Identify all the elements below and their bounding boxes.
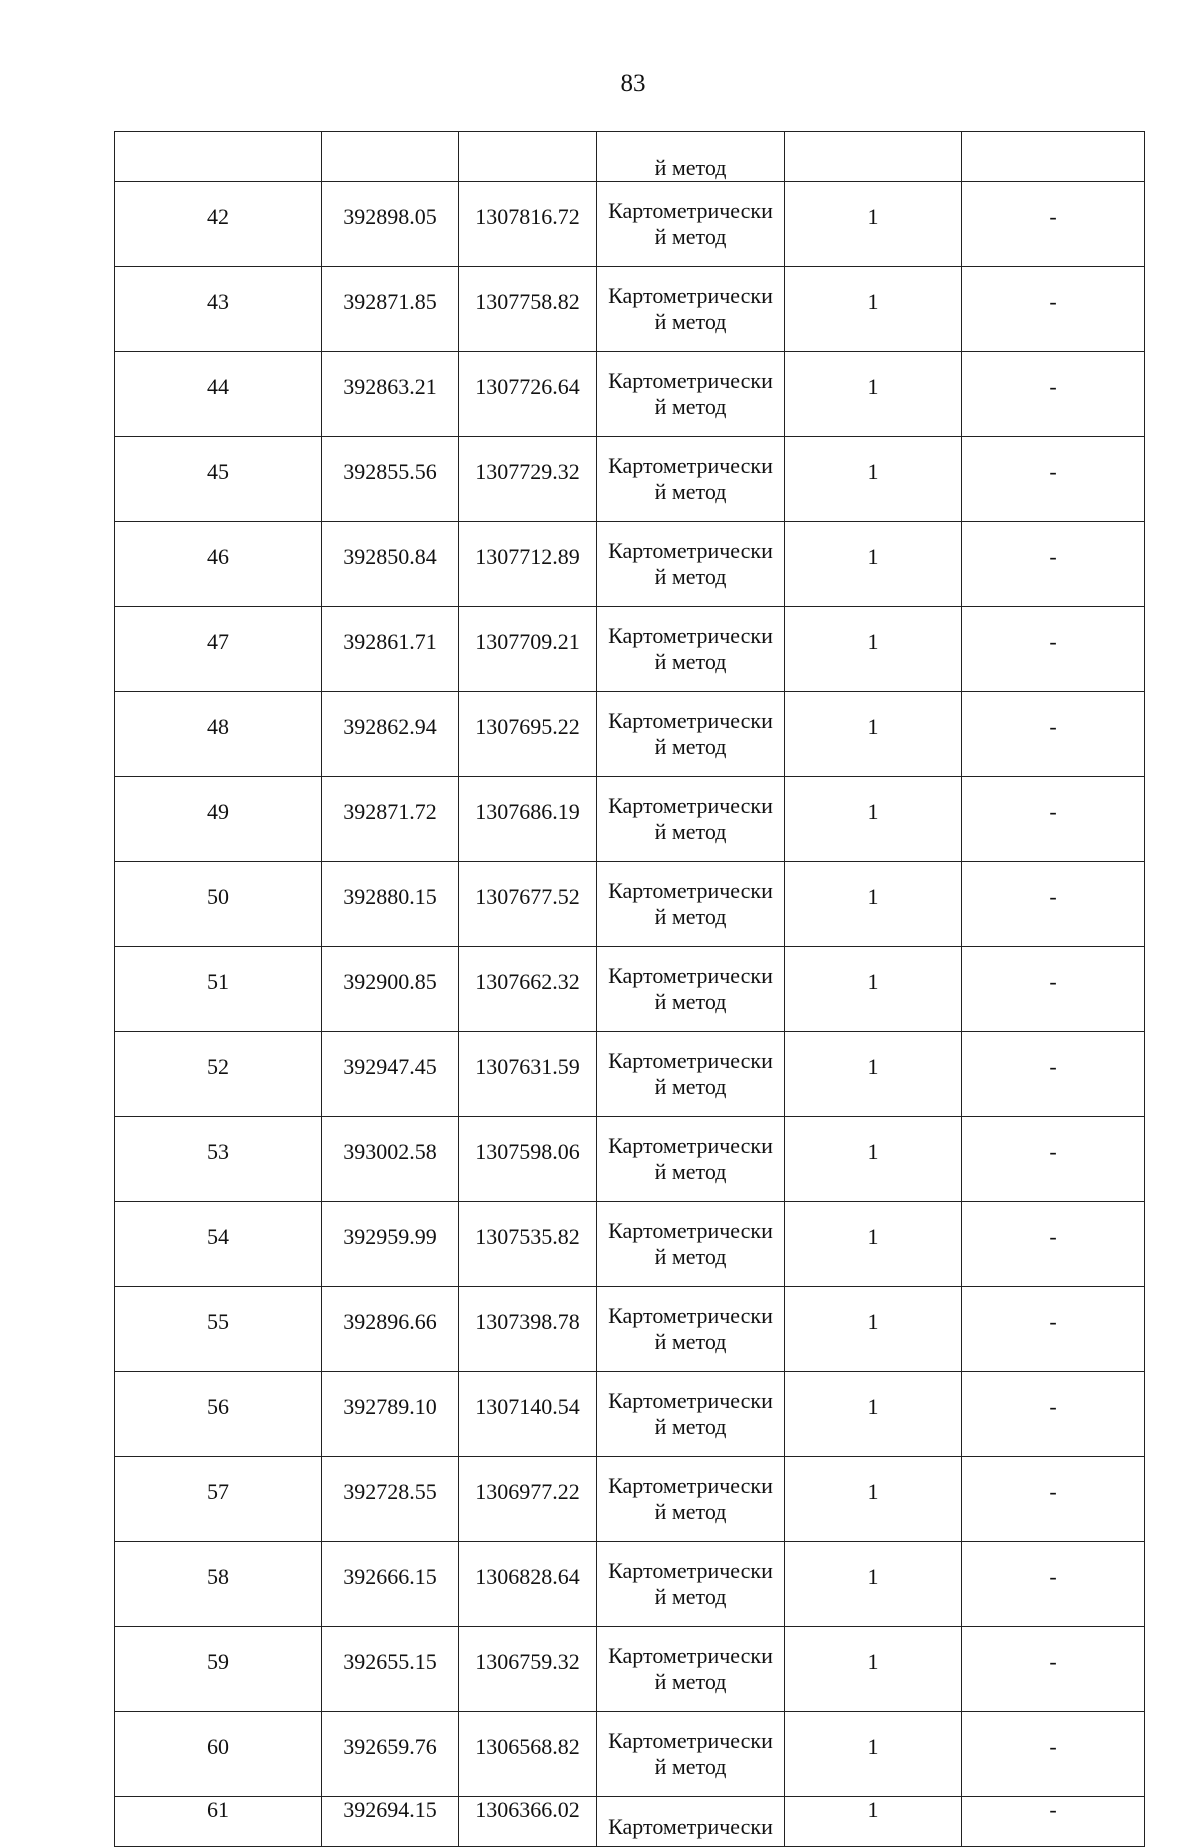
coord-x: 392898.05 <box>322 182 459 267</box>
coord-x: 392896.66 <box>322 1287 459 1372</box>
accuracy: 1 <box>785 1457 962 1542</box>
note: - <box>962 267 1145 352</box>
point-number: 56 <box>115 1372 322 1457</box>
table-row <box>115 777 1145 862</box>
note: - <box>962 182 1145 267</box>
table-row <box>115 1797 1145 1847</box>
coord-y: 1307729.32 <box>459 437 597 522</box>
method-text: й метод <box>654 734 727 759</box>
method-text: Картометрически <box>608 1643 773 1668</box>
method-cell <box>597 437 785 522</box>
coord-x: 392694.15 <box>322 1797 459 1847</box>
coord-y: 1307631.59 <box>459 1032 597 1117</box>
note: - <box>962 1627 1145 1712</box>
method-cell <box>597 1202 785 1287</box>
point-number: 46 <box>115 522 322 607</box>
point-number: 59 <box>115 1627 322 1712</box>
accuracy: 1 <box>785 692 962 777</box>
point-number: 44 <box>115 352 322 437</box>
table-row <box>115 1457 1145 1542</box>
point-number: 53 <box>115 1117 322 1202</box>
note: - <box>962 352 1145 437</box>
table-row <box>115 1712 1145 1797</box>
coord-y: 1307598.06 <box>459 1117 597 1202</box>
coord-x: 393002.58 <box>322 1117 459 1202</box>
accuracy: 1 <box>785 947 962 1032</box>
coord-x: 392900.85 <box>322 947 459 1032</box>
method-cell <box>597 692 785 777</box>
method-text: Картометрически <box>608 623 773 648</box>
method-cell <box>597 352 785 437</box>
note: - <box>962 1797 1145 1847</box>
point-number: 50 <box>115 862 322 947</box>
method-cell <box>597 777 785 862</box>
method-text: й метод <box>654 1414 727 1439</box>
accuracy: 1 <box>785 437 962 522</box>
note: - <box>962 692 1145 777</box>
method-cell <box>597 607 785 692</box>
note: - <box>962 1372 1145 1457</box>
method-text: Картометрически <box>608 708 773 733</box>
method-text: й метод <box>654 309 727 334</box>
continued-row <box>115 132 1145 182</box>
table-row <box>115 1627 1145 1712</box>
table-row <box>115 437 1145 522</box>
coord-y: 1307816.72 <box>459 182 597 267</box>
accuracy: 1 <box>785 1117 962 1202</box>
coord-y: 1307712.89 <box>459 522 597 607</box>
accuracy: 1 <box>785 1797 962 1847</box>
coord-y: 1306366.02 <box>459 1797 597 1847</box>
accuracy: 1 <box>785 267 962 352</box>
note: - <box>962 1712 1145 1797</box>
coord-y: 1307695.22 <box>459 692 597 777</box>
note: - <box>962 1202 1145 1287</box>
table-row <box>115 1117 1145 1202</box>
method-cell <box>597 1627 785 1712</box>
table-row <box>115 1032 1145 1117</box>
table-row <box>115 1542 1145 1627</box>
coord-y: 1307140.54 <box>459 1372 597 1457</box>
coord-x: 392959.99 <box>322 1202 459 1287</box>
table-row <box>115 947 1145 1032</box>
method-text: й метод <box>654 1159 727 1184</box>
method-text: Картометрически <box>608 453 773 478</box>
accuracy: 1 <box>785 1287 962 1372</box>
accuracy: 1 <box>785 1032 962 1117</box>
accuracy: 1 <box>785 1202 962 1287</box>
table-row <box>115 522 1145 607</box>
method-text: й метод <box>654 1754 727 1779</box>
point-number: 43 <box>115 267 322 352</box>
note: - <box>962 1457 1145 1542</box>
point-number: 42 <box>115 182 322 267</box>
point-number: 58 <box>115 1542 322 1627</box>
coord-x: 392789.10 <box>322 1372 459 1457</box>
coord-y: 1307758.82 <box>459 267 597 352</box>
coord-y: 1307398.78 <box>459 1287 597 1372</box>
method-cell <box>597 1372 785 1457</box>
coord-y: 1307677.52 <box>459 862 597 947</box>
coord-x: 392666.15 <box>322 1542 459 1627</box>
method-text: й метод <box>654 819 727 844</box>
coord-y: 1307709.21 <box>459 607 597 692</box>
coord-x: 392862.94 <box>322 692 459 777</box>
note: - <box>962 437 1145 522</box>
method-cell: й метод <box>597 132 785 182</box>
coord-y: 1307662.32 <box>459 947 597 1032</box>
method-text: й метод <box>654 1669 727 1694</box>
coord-x: 392659.76 <box>322 1712 459 1797</box>
coord-y: 1306759.32 <box>459 1627 597 1712</box>
note: - <box>962 1287 1145 1372</box>
method-cell <box>597 522 785 607</box>
method-text: й метод <box>654 989 727 1014</box>
note: - <box>962 1542 1145 1627</box>
method-cell <box>597 1457 785 1542</box>
accuracy: 1 <box>785 1372 962 1457</box>
note: - <box>962 862 1145 947</box>
accuracy: 1 <box>785 352 962 437</box>
method-cell <box>597 862 785 947</box>
point-number: 51 <box>115 947 322 1032</box>
coord-x: 392863.21 <box>322 352 459 437</box>
table-row <box>115 1202 1145 1287</box>
page-number: 83 <box>620 70 646 97</box>
method-text: й метод <box>654 1244 727 1269</box>
method-text: Картометрически <box>608 1558 773 1583</box>
method-text: Картометрически <box>608 1133 773 1158</box>
point-number: 48 <box>115 692 322 777</box>
method-text: Картометрически <box>608 1218 773 1243</box>
point-number: 54 <box>115 1202 322 1287</box>
method-cell <box>597 1712 785 1797</box>
coord-x: 392855.56 <box>322 437 459 522</box>
coord-y: 1306828.64 <box>459 1542 597 1627</box>
point-number: 60 <box>115 1712 322 1797</box>
coord-x: 392655.15 <box>322 1627 459 1712</box>
method-text: й метод <box>654 479 727 504</box>
method-cell <box>597 947 785 1032</box>
point-number: 49 <box>115 777 322 862</box>
accuracy: 1 <box>785 777 962 862</box>
method-text: Картометрически <box>608 1303 773 1328</box>
coord-y: 1307726.64 <box>459 352 597 437</box>
method-text: й метод <box>654 224 727 249</box>
note: - <box>962 947 1145 1032</box>
point-number: 47 <box>115 607 322 692</box>
coord-x: 392871.72 <box>322 777 459 862</box>
coord-x: 392850.84 <box>322 522 459 607</box>
method-text: й метод <box>654 1584 727 1609</box>
point-number: 55 <box>115 1287 322 1372</box>
method-cell <box>597 182 785 267</box>
method-text: Картометрически <box>608 878 773 903</box>
method-cell <box>597 1542 785 1627</box>
coord-x: 392880.15 <box>322 862 459 947</box>
table-row <box>115 862 1145 947</box>
table-row <box>115 182 1145 267</box>
coord-y: 1306568.82 <box>459 1712 597 1797</box>
note: - <box>962 522 1145 607</box>
method-cell <box>597 1032 785 1117</box>
accuracy: 1 <box>785 607 962 692</box>
note: - <box>962 1117 1145 1202</box>
accuracy: 1 <box>785 182 962 267</box>
method-cell <box>597 267 785 352</box>
method-text: Картометрически <box>608 1048 773 1073</box>
table-row <box>115 1287 1145 1372</box>
method-text: Картометрически <box>608 538 773 563</box>
point-number: 57 <box>115 1457 322 1542</box>
coord-x: 392871.85 <box>322 267 459 352</box>
method-text: й метод <box>654 564 727 589</box>
note: - <box>962 1032 1145 1117</box>
method-text: й метод <box>654 1074 727 1099</box>
coord-y: 1307535.82 <box>459 1202 597 1287</box>
note: - <box>962 607 1145 692</box>
method-text: й метод <box>654 649 727 674</box>
method-text: Картометрически <box>608 283 773 308</box>
accuracy: 1 <box>785 1712 962 1797</box>
point-number: 52 <box>115 1032 322 1117</box>
method-cell: Картометрически <box>597 1797 785 1847</box>
method-text: Картометрически <box>608 198 773 223</box>
table-row <box>115 607 1145 692</box>
accuracy: 1 <box>785 862 962 947</box>
method-cell <box>597 1287 785 1372</box>
point-number: 61 <box>115 1797 322 1847</box>
table-row <box>115 692 1145 777</box>
coord-x: 392728.55 <box>322 1457 459 1542</box>
table-row <box>115 267 1145 352</box>
method-text: й метод <box>654 1499 727 1524</box>
coord-x: 392861.71 <box>322 607 459 692</box>
method-text: й метод <box>654 904 727 929</box>
coordinates-table <box>114 131 1145 1847</box>
accuracy: 1 <box>785 1542 962 1627</box>
method-text: й метод <box>654 394 727 419</box>
accuracy: 1 <box>785 522 962 607</box>
method-text: Картометрически <box>608 1473 773 1498</box>
note: - <box>962 777 1145 862</box>
table-row <box>115 1372 1145 1457</box>
method-text: Картометрически <box>608 1388 773 1413</box>
method-text: Картометрически <box>608 963 773 988</box>
table-row <box>115 352 1145 437</box>
method-cell <box>597 1117 785 1202</box>
method-text: Картометрически <box>608 368 773 393</box>
coord-x: 392947.45 <box>322 1032 459 1117</box>
coord-y: 1306977.22 <box>459 1457 597 1542</box>
method-text: Картометрически <box>608 793 773 818</box>
coord-y: 1307686.19 <box>459 777 597 862</box>
method-text: Картометрически <box>608 1728 773 1753</box>
accuracy: 1 <box>785 1627 962 1712</box>
point-number: 45 <box>115 437 322 522</box>
method-text: й метод <box>654 1329 727 1354</box>
